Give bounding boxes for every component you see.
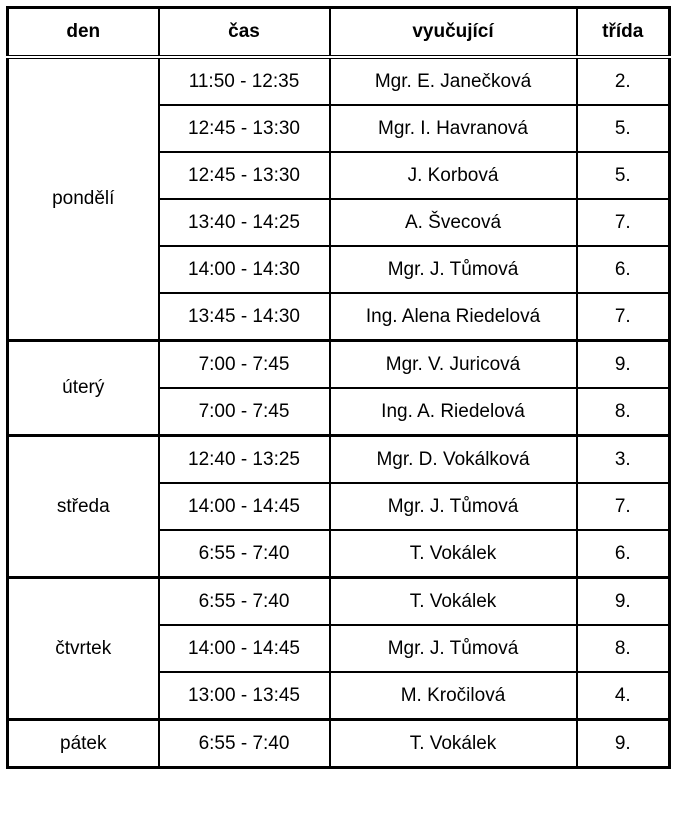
header-vyucujici: vyučující [330,8,577,58]
teacher-cell: Mgr. J. Tůmová [330,625,577,672]
day-cell: čtvrtek [8,578,159,720]
teacher-cell: Mgr. J. Tůmová [330,483,577,530]
class-cell: 5. [577,105,670,152]
schedule-table [6,6,671,769]
header-trida: třída [577,8,670,58]
time-cell: 6:55 - 7:40 [159,578,330,626]
table-row [8,57,670,105]
class-cell: 9. [577,341,670,389]
day-cell: středa [8,436,159,578]
time-cell: 7:00 - 7:45 [159,341,330,389]
teacher-cell: J. Korbová [330,152,577,199]
time-cell: 11:50 - 12:35 [159,57,330,105]
time-cell: 14:00 - 14:45 [159,625,330,672]
time-cell: 7:00 - 7:45 [159,388,330,436]
table-body [8,57,670,768]
class-cell: 7. [577,199,670,246]
header-row [8,8,670,58]
time-cell: 6:55 - 7:40 [159,720,330,768]
teacher-cell: Mgr. E. Janečková [330,57,577,105]
teacher-cell: Mgr. J. Tůmová [330,246,577,293]
time-cell: 14:00 - 14:30 [159,246,330,293]
time-cell: 12:45 - 13:30 [159,152,330,199]
time-cell: 13:00 - 13:45 [159,672,330,720]
class-cell: 3. [577,436,670,484]
class-cell: 6. [577,246,670,293]
time-cell: 13:40 - 14:25 [159,199,330,246]
teacher-cell: Mgr. V. Juricová [330,341,577,389]
time-cell: 13:45 - 14:30 [159,293,330,341]
teacher-cell: M. Kročilová [330,672,577,720]
teacher-cell: T. Vokálek [330,530,577,578]
teacher-cell: Ing. A. Riedelová [330,388,577,436]
class-cell: 9. [577,578,670,626]
header-den: den [8,8,159,58]
time-cell: 6:55 - 7:40 [159,530,330,578]
teacher-cell: Ing. Alena Riedelová [330,293,577,341]
day-cell: úterý [8,341,159,436]
table-row [8,436,670,484]
class-cell: 5. [577,152,670,199]
teacher-cell: T. Vokálek [330,720,577,768]
schedule-table-wrapper [6,6,671,769]
class-cell: 2. [577,57,670,105]
class-cell: 8. [577,388,670,436]
time-cell: 12:40 - 13:25 [159,436,330,484]
class-cell: 7. [577,483,670,530]
header-cas: čas [159,8,330,58]
teacher-cell: Mgr. D. Vokálková [330,436,577,484]
class-cell: 9. [577,720,670,768]
class-cell: 8. [577,625,670,672]
table-row [8,578,670,626]
time-cell: 12:45 - 13:30 [159,105,330,152]
teacher-cell: Mgr. I. Havranová [330,105,577,152]
class-cell: 6. [577,530,670,578]
table-row [8,341,670,389]
table-row [8,720,670,768]
teacher-cell: T. Vokálek [330,578,577,626]
day-cell: pátek [8,720,159,768]
day-cell: pondělí [8,57,159,341]
time-cell: 14:00 - 14:45 [159,483,330,530]
class-cell: 7. [577,293,670,341]
teacher-cell: A. Švecová [330,199,577,246]
table-header [8,8,670,58]
class-cell: 4. [577,672,670,720]
